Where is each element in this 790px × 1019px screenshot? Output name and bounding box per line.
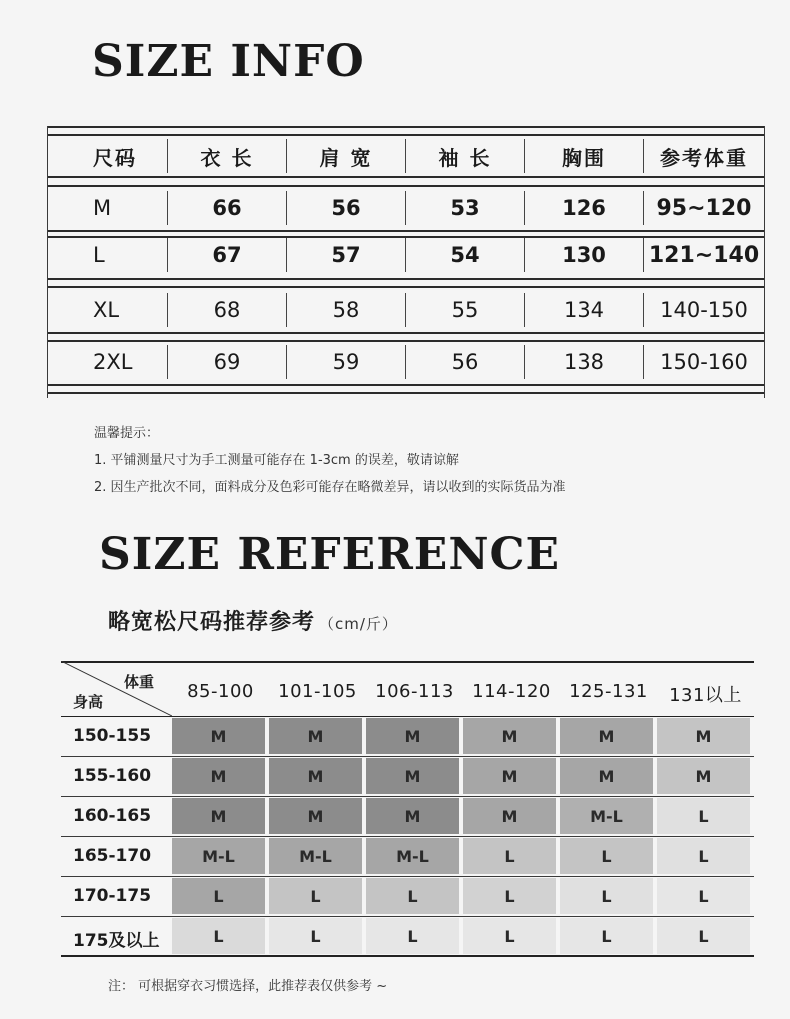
- size-label: L: [93, 243, 105, 267]
- recommended-size-cell: L: [560, 878, 653, 914]
- recommended-size-cell: M: [172, 758, 265, 794]
- weight-column-header: 106-113: [375, 681, 454, 702]
- recommended-size-cell: M-L: [560, 798, 653, 834]
- tips-block: [94, 420, 566, 501]
- tips-line-2: 2. 因生产批次不同，面料成分及色彩可能存在略微差异，请以收到的实际货品为准: [94, 480, 566, 495]
- weight-value: 150-160: [643, 345, 764, 379]
- recommended-size-cell: M: [366, 718, 459, 754]
- size-row-2xl: [48, 345, 764, 379]
- header-shoulder: 肩 宽: [286, 139, 405, 173]
- recommended-size-cell: L: [269, 918, 362, 954]
- height-row-header: 165-170: [73, 846, 152, 866]
- length-value: 66: [167, 191, 286, 225]
- recommended-size-cell: M: [463, 798, 556, 834]
- size-info-title: SIZE INFO: [92, 36, 365, 87]
- recommended-size-cell: L: [366, 878, 459, 914]
- header-chest: 胸围: [524, 139, 643, 173]
- sleeve-value: 54: [405, 238, 524, 272]
- shoulder-value: 58: [286, 293, 405, 327]
- recommended-size-cell: L: [657, 798, 750, 834]
- recommended-size-cell: M: [269, 798, 362, 834]
- recommended-size-cell: L: [463, 918, 556, 954]
- weight-column-header: 101-105: [278, 681, 357, 702]
- weight-value: 140-150: [643, 293, 764, 327]
- recommended-size-cell: L: [657, 838, 750, 874]
- recommended-size-cell: L: [463, 878, 556, 914]
- length-value: 67: [167, 238, 286, 272]
- reference-subtitle: [108, 605, 398, 636]
- weight-column-header: 131以上: [669, 685, 742, 706]
- recommended-size-cell: M-L: [172, 838, 265, 874]
- length-value: 68: [167, 293, 286, 327]
- reference-unit: （cm/斤）: [319, 615, 398, 633]
- chest-value: 134: [524, 293, 643, 327]
- recommended-size-cell: L: [463, 838, 556, 874]
- size-info-table: [47, 126, 765, 398]
- recommended-size-cell: M: [172, 798, 265, 834]
- size-row-xl: [48, 293, 764, 327]
- corner-weight-label: 体重: [124, 673, 155, 691]
- sleeve-value: 55: [405, 293, 524, 327]
- recommended-size-cell: M: [269, 758, 362, 794]
- header-sleeve: 袖 长: [405, 139, 524, 173]
- size-reference-title: SIZE REFERENCE: [99, 529, 561, 580]
- recommended-size-cell: M: [366, 758, 459, 794]
- shoulder-value: 57: [286, 238, 405, 272]
- chest-value: 138: [524, 345, 643, 379]
- sleeve-value: 53: [405, 191, 524, 225]
- size-label: XL: [93, 298, 120, 322]
- recommended-size-cell: M: [560, 758, 653, 794]
- recommended-size-cell: M: [269, 718, 362, 754]
- recommended-size-cell: L: [657, 878, 750, 914]
- tips-heading: 温馨提示：: [94, 426, 160, 441]
- weight-value: 95~120: [643, 191, 764, 225]
- recommended-size-cell: M: [657, 758, 750, 794]
- height-row-header: 150-155: [73, 726, 152, 746]
- header-length: 衣 长: [167, 139, 286, 173]
- recommended-size-cell: M: [560, 718, 653, 754]
- chest-value: 126: [524, 191, 643, 225]
- height-row-header: 175及以上: [73, 931, 160, 951]
- size-reference-table: [61, 661, 754, 957]
- size-label: M: [93, 196, 112, 220]
- recommended-size-cell: L: [172, 878, 265, 914]
- header-size: 尺码: [93, 145, 137, 170]
- recommended-size-cell: L: [172, 918, 265, 954]
- recommended-size-cell: L: [269, 878, 362, 914]
- height-row-header: 160-165: [73, 806, 152, 826]
- recommended-size-cell: M: [463, 758, 556, 794]
- height-row-header: 155-160: [73, 766, 152, 786]
- recommended-size-cell: M: [463, 718, 556, 754]
- recommended-size-cell: L: [560, 918, 653, 954]
- size-row-l: [48, 238, 764, 272]
- weight-column-header: 114-120: [472, 681, 551, 702]
- size-row-m: [48, 191, 764, 225]
- weight-value: 121~140: [643, 238, 764, 272]
- corner-height-label: 身高: [73, 693, 104, 711]
- recommended-size-cell: M-L: [366, 838, 459, 874]
- length-value: 69: [167, 345, 286, 379]
- tips-line-1: 1. 平铺测量尺寸为手工测量可能存在 1-3cm 的误差，敬请谅解: [94, 453, 459, 468]
- recommended-size-cell: L: [366, 918, 459, 954]
- recommended-size-cell: M: [657, 718, 750, 754]
- height-row-header: 170-175: [73, 886, 152, 906]
- shoulder-value: 59: [286, 345, 405, 379]
- size-label: 2XL: [93, 350, 133, 374]
- chest-value: 130: [524, 238, 643, 272]
- recommended-size-cell: L: [657, 918, 750, 954]
- weight-column-header: 85-100: [187, 681, 254, 702]
- reference-note: 注： 可根据穿衣习惯选择，此推荐表仅供参考 ~: [108, 979, 388, 994]
- recommended-size-cell: L: [560, 838, 653, 874]
- sleeve-value: 56: [405, 345, 524, 379]
- reference-subtitle-text: 略宽松尺码推荐参考: [108, 610, 316, 635]
- size-info-header-row: [48, 139, 764, 173]
- weight-column-header: 125-131: [569, 681, 648, 702]
- header-weight: 参考体重: [643, 139, 764, 173]
- recommended-size-cell: M-L: [269, 838, 362, 874]
- recommended-size-cell: M: [172, 718, 265, 754]
- recommended-size-cell: M: [366, 798, 459, 834]
- shoulder-value: 56: [286, 191, 405, 225]
